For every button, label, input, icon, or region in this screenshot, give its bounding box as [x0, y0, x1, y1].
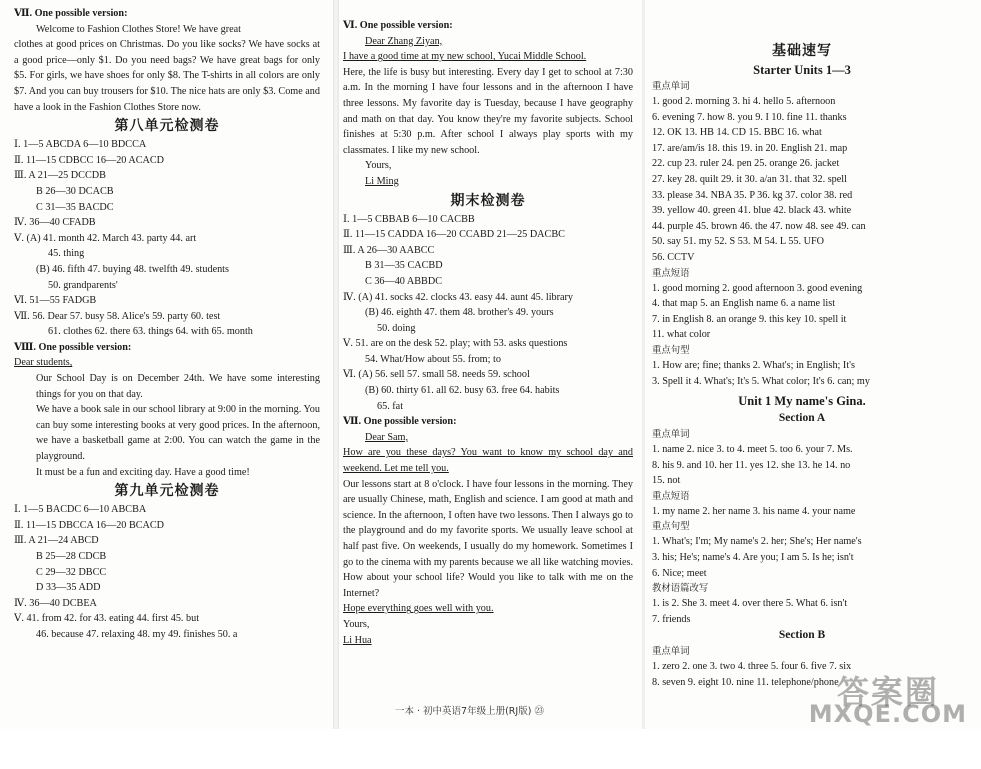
key-words-label: 重点单词	[652, 646, 690, 658]
word-line: 8. his 9. and 10. her 11. yes 12. she 13. he 14. no	[652, 459, 851, 471]
key-phrases-label: 重点短语	[652, 490, 690, 502]
word-line: 33. please 34. NBA 35. P 36. kg 37. color 38. red	[652, 189, 853, 201]
word-line: 22. cup 23. ruler 24. pen 25. orange 26. jacket	[652, 158, 840, 170]
unit1-sentences	[652, 534, 952, 581]
letter2-hope: Hope everything goes well with you.	[343, 603, 494, 615]
answer-line: Ⅵ. 51—55 FADGB	[14, 295, 97, 307]
unit8-title: 第八单元检测卷	[114, 118, 220, 135]
answer-line: Ⅳ. (A) 41. socks 42. clocks 43. easy 44. aunt 45. library	[343, 291, 574, 303]
answer-line: (B) 46. eighth 47. them 48. brother's 49. yours	[365, 307, 554, 319]
unit1-phrases	[652, 504, 952, 520]
answer-line: Ⅱ. 11—15 CADDA 16—20 CCABD 21—25 DACBC	[343, 229, 565, 241]
key-sentences-label: 重点句型	[652, 521, 690, 533]
watermark-bottom: MXQE.COM	[808, 700, 967, 728]
unit9-title: 第九单元检测卷	[114, 483, 220, 500]
answer-line: Ⅰ. 1—5 BACDC 6—10 ABCBA	[14, 504, 147, 516]
answer-line: Ⅱ. 11—15 CDBCC 16—20 ACACD	[14, 154, 165, 166]
starter-units-title: Starter Units 1—3	[753, 63, 851, 77]
answer-line: Ⅲ. A 21—25 DCCDB	[14, 170, 106, 182]
middle-column	[343, 18, 633, 747]
word-line: 12. OK 13. HB 14. CD 15. BBC 16. what	[652, 127, 822, 139]
answer-line: Ⅷ. One possible version:	[14, 341, 132, 353]
answer-line: B 26—30 DCACB	[36, 185, 114, 197]
letter1-closing: Yours,	[365, 160, 392, 172]
final-exam-title: 期末检测卷	[450, 192, 526, 209]
word-line: 1. good 2. morning 3. hi 4. hello 5. afternoon	[652, 96, 836, 107]
word-line: 50. say 51. my 52. S 53. M 54. L 55. UFO	[652, 236, 824, 248]
section-b-title: Section B	[778, 629, 826, 642]
phrase-line: 7. in English 8. an orange 9. this key 10. spell it	[652, 313, 847, 325]
word-line: 15. not	[652, 475, 681, 487]
answer-line: Ⅲ. A 21—24 ABCD	[14, 535, 99, 547]
answer-line: C 29—32 DBCC	[36, 566, 107, 578]
answer-line: 50. doing	[377, 322, 416, 334]
answer-line: 65. fat	[377, 400, 404, 412]
answer-line: (B) 60. thirty 61. all 62. busy 63. free 64. habits	[365, 385, 560, 397]
vii-paragraph: clothes at good prices on Christmas. Do you like socks? We have socks at a good price—only $1. Do you need bags? We have great bags for only $5. For girls, we have shoes for only $8. The T-shirts in all colors are only $7. And you can buy trousers for $10. The nice hats are only $3. Come and have a look in the Fashion Clothes Store now.	[14, 39, 320, 113]
answer-line: (B) 46. fifth 47. buying 48. twelfth 49. students	[36, 263, 229, 275]
answer-line: Ⅵ. (A) 56. sell 57. small 58. needs 59. school	[343, 369, 530, 381]
unit9-answers	[14, 502, 320, 642]
key-words-label: 重点单词	[652, 429, 690, 441]
unit1-title: Unit 1 My name's Gina.	[738, 394, 866, 409]
sentence-line: 1. What's; I'm; My name's 2. her; She's; Her name's	[652, 536, 862, 548]
phrase-line: 1. good morning 2. good afternoon 3. good evening	[652, 282, 863, 294]
vii-store-line: Welcome to Fashion Clothes Store! We have great	[36, 23, 241, 35]
letter1-body: Here, the life is busy but interesting. Every day I get to school at 7:30 a.m. In the morning I have four lessons and in the afternoon I have three lessons. My favorite day is Tuesday, because I have geography and math on that day. You know they're my favorite subjects. School finishes at 5:30 p.m. After school I always play sports with my classmates. I like my new school.	[343, 66, 633, 156]
sentence-line: 3. his; He's; name's 4. Are you; I am 5. Is he; isn't	[652, 552, 854, 564]
letter2-intro: How are you these days? You want to know my school day and weekend. Let me tell you.	[343, 447, 633, 475]
phrase-line: 1. my name 2. her name 3. his name 4. your name	[652, 505, 856, 517]
phrase-line: 4. that map 5. an English name 6. a name list	[652, 298, 836, 310]
sentence-line: 1. How are; fine; thanks 2. What's; in English; It's	[652, 359, 855, 371]
letter2-body: Our lessons start at 8 o'clock. I have four lessons in the morning. They are usually Chinese, math, English and science. I am good at math and science. In the afternoon, I often have two lessons. Then I always go to the playground and do my favorite sports. We usually leave school at half past five. On weekends, I usually do my homework. Sometimes I go to the cinema with my parents because we all like watching movies. How about your school life? Would you like to talk with me on the Internet?	[343, 478, 633, 599]
starter-words	[652, 94, 952, 266]
word-line: 44. purple 45. brown 46. the 47. now 48. see 49. can	[652, 220, 866, 232]
answer-line: Ⅰ. 1—5 ABCDA 6—10 BDCCA	[14, 139, 147, 151]
word-line: 56. CCTV	[652, 251, 695, 263]
answer-line: B 31—35 CACBD	[365, 260, 443, 272]
page-fold	[333, 0, 339, 729]
rewrite-line: 1. is 2. She 3. meet 4. over there 5. What 6. isn't	[652, 598, 848, 610]
answer-line: Ⅲ. A 26—30 AABCC	[343, 244, 435, 256]
answer-line: B 25—28 CDCB	[36, 551, 107, 562]
column-divider	[642, 0, 645, 729]
starter-phrases	[652, 281, 952, 343]
essay-paragraph: We have a book sale in our school library at 9:00 in the morning. You can buy some interesting books at very good prices. In the afternoon, we have a basketball game at 2:00. You can watch the game in the playground.	[36, 404, 320, 463]
starter-sentences	[652, 358, 952, 389]
answer-line: Ⅶ. One possible version:	[343, 416, 457, 428]
final-answers	[343, 212, 633, 430]
letter2-signature: Li Hua	[343, 634, 372, 646]
word-line: 27. key 28. quilt 29. it 30. a/an 31. that 32. spell	[652, 173, 847, 185]
right-column	[652, 40, 952, 769]
phrase-line: 11. what color	[652, 329, 711, 341]
left-column	[14, 6, 320, 735]
answer-line: D 33—35 ADD	[36, 582, 101, 594]
word-line: 1. zero 2. one 3. two 4. three 5. four 6. five 7. six	[652, 661, 852, 673]
answer-line: 54. What/How about 55. from; to	[365, 353, 501, 365]
letter1-intro: I have a good time at my new school, Yucai Middle School.	[343, 51, 587, 63]
letter2-closing: Yours,	[343, 618, 370, 630]
watermark-logo	[808, 673, 967, 728]
basics-header: 基础速写	[772, 43, 832, 59]
letter1-signature: Li Ming	[365, 175, 399, 187]
key-sentences-label: 重点句型	[652, 344, 690, 356]
watermark-top: 答案圈	[836, 673, 939, 711]
essay-greeting: Dear students,	[14, 357, 73, 369]
essay-paragraph: Our School Day is on December 24th. We have some interesting things for you on that day.	[36, 373, 320, 400]
unit1-words	[652, 442, 952, 489]
vii-heading: Ⅶ. One possible version:	[14, 8, 128, 19]
letter1-greeting: Dear Zhang Ziyan,	[365, 35, 443, 47]
letter2-greeting: Dear Sam,	[365, 431, 408, 443]
essay-paragraph: It must be a fun and exciting day. Have a good time!	[36, 466, 250, 478]
answer-line: Ⅴ. 41. from 42. for 43. eating 44. first 45. but	[14, 613, 200, 625]
word-line: 6. evening 7. how 8. you 9. I 10. fine 11. thanks	[652, 111, 847, 123]
answer-line: C 36—40 ABBDC	[365, 275, 442, 287]
text-rewrite-label: 教材语篇改写	[652, 583, 709, 595]
answer-line: C 31—35 BACDC	[36, 201, 114, 213]
word-line: 39. yellow 40. green 41. blue 42. black 43. white	[652, 205, 852, 217]
unit8-answers	[14, 137, 320, 371]
page-footer: 一本 · 初中英语7年级上册(RJ版) ㉓	[395, 706, 544, 717]
key-phrases-label: 重点短语	[652, 267, 690, 279]
word-line: 1. name 2. nice 3. to 4. meet 5. too 6. your 7. Ms.	[652, 444, 853, 456]
word-line: 17. are/am/is 18. this 19. in 20. English 21. map	[652, 142, 848, 154]
answer-line: 61. clothes 62. there 63. things 64. with 65. month	[48, 326, 253, 338]
answer-line: Ⅶ. 56. Dear 57. busy 58. Alice's 59. party 60. test	[14, 310, 221, 322]
sentence-line: 6. Nice; meet	[652, 567, 707, 579]
unit1-rewrite	[652, 596, 952, 627]
answer-line: 45. thing	[48, 248, 85, 260]
rewrite-line: 7. friends	[652, 613, 691, 625]
answer-line: Ⅴ. (A) 41. month 42. March 43. party 44. art	[14, 232, 197, 244]
answer-line: Ⅱ. 11—15 DBCCA 16—20 BCACD	[14, 519, 165, 531]
answer-line: 46. because 47. relaxing 48. my 49. finishes 50. a	[36, 628, 238, 640]
answer-line: Ⅰ. 1—5 CBBAB 6—10 CACBB	[343, 213, 475, 225]
answer-line: Ⅳ. 36—40 DCBEA	[14, 597, 97, 609]
vi-heading: Ⅵ. One possible version:	[343, 20, 453, 31]
answer-line: 50. grandparents'	[48, 279, 118, 291]
answer-line: Ⅴ. 51. are on the desk 52. play; with 53. asks questions	[343, 338, 568, 350]
sentence-line: 3. Spell it 4. What's; It's 5. What color; It's 6. can; my	[652, 375, 870, 387]
answer-line: Ⅳ. 36—40 CFADB	[14, 217, 96, 229]
key-words-label: 重点单词	[652, 81, 690, 92]
section-a-title: Section A	[778, 412, 826, 425]
word-line: 8. seven 9. eight 10. nine 11. telephone/phone	[652, 677, 839, 689]
